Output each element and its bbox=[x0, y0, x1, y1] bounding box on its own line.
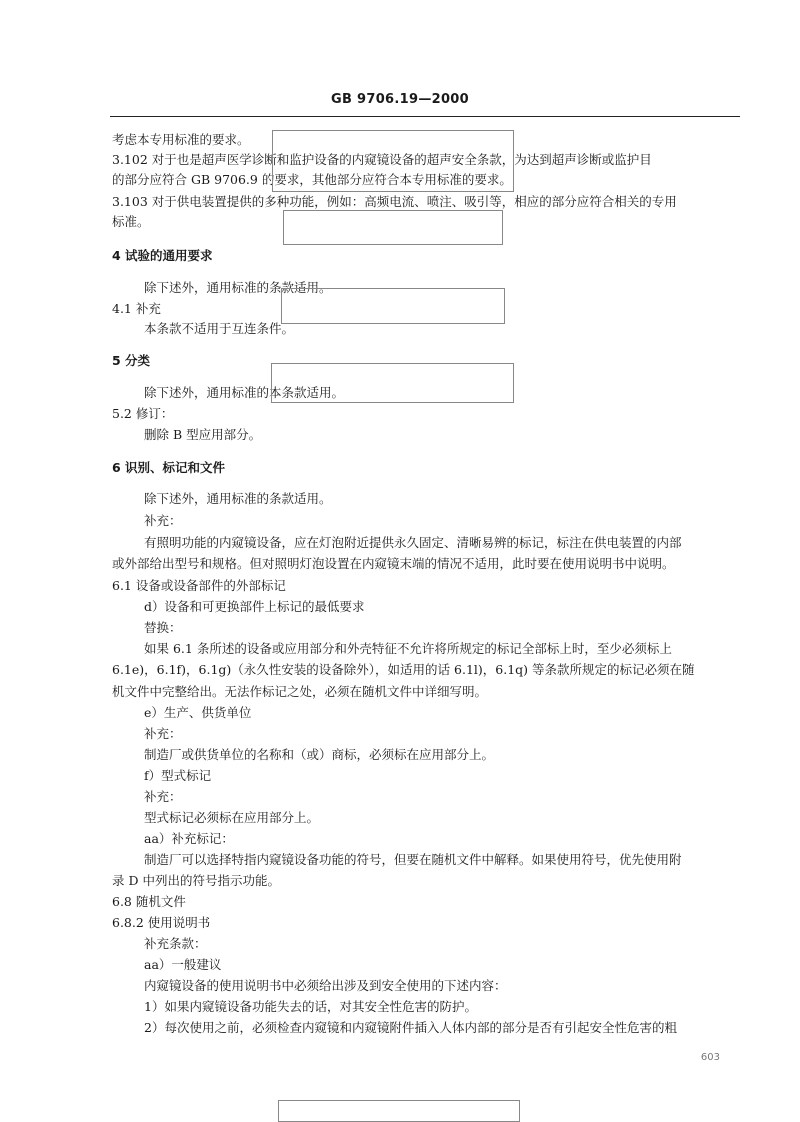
text-line: d）设备和可更换部件上标记的最低要求 bbox=[144, 599, 365, 614]
text-line: 制造厂可以选择特指内窥镜设备功能的符号，但要在随机文件中解释。如果使用符号，优先使用附 bbox=[144, 852, 682, 867]
text-line: 补充： bbox=[144, 789, 182, 804]
text-line: 或外部给出型号和规格。但对照明灯泡设置在内窥镜末端的情况不适用，此时要在使用说明书中说明。 bbox=[112, 556, 675, 571]
overlay-box bbox=[272, 130, 514, 192]
text-line: 标准。 bbox=[112, 214, 150, 229]
text-line: 替换： bbox=[144, 620, 182, 635]
text-line: 6.1e)，6.1f)，6.1g)（永久性安装的设备除外），如适用的话 6.1l)，6.1q) 等条款所规定的标记必须在随 bbox=[112, 662, 695, 677]
text-line: 补充： bbox=[144, 726, 182, 741]
section-4-heading: 4 试验的通用要求 bbox=[112, 248, 213, 263]
overlay-box bbox=[281, 288, 505, 324]
page-number: 603 bbox=[700, 1052, 720, 1063]
clause-3-102: 3.102 对于也是超声医学诊断和监护设备的内窥镜设备的超声安全条款，为达到超声诊断或监护目 bbox=[112, 152, 652, 167]
text-line: 1）如果内窥镜设备功能失去的话，对其安全性危害的防护。 bbox=[144, 999, 477, 1014]
text-line: f）型式标记 bbox=[144, 768, 212, 783]
text-line: e）生产、供货单位 bbox=[144, 705, 252, 720]
text-line: 考虑本专用标准的要求。 bbox=[112, 132, 250, 147]
text-line: 机文件中完整给出。无法作标记之处，必须在随机文件中详细写明。 bbox=[112, 684, 488, 699]
text-line: 有照明功能的内窥镜设备，应在灯泡附近提供永久固定、清晰易辨的标记，标注在供电装置的内部 bbox=[144, 535, 682, 550]
section-6-heading: 6 识别、标记和文件 bbox=[112, 460, 226, 475]
overlay-box bbox=[283, 210, 503, 245]
text-line: 如果 6.1 条所述的设备或应用部分和外壳特征不允许将所规定的标记全部标上时，至少必须标上 bbox=[144, 641, 672, 656]
header-rule bbox=[110, 116, 740, 117]
text-line: 除下述外，通用标准的条款适用。 bbox=[144, 491, 332, 506]
text-line: 补充： bbox=[144, 513, 182, 528]
clause-6-1: 6.1 设备或设备部件的外部标记 bbox=[112, 578, 286, 593]
clause-4-1: 4.1 补充 bbox=[112, 301, 161, 316]
overlay-box bbox=[278, 1100, 520, 1122]
text-line: 除下述外，通用标准的条款适用。 bbox=[144, 280, 332, 295]
clause-6-8: 6.8 随机文件 bbox=[112, 894, 186, 909]
clause-5-2: 5.2 修订： bbox=[112, 406, 174, 421]
text-line: 本条款不适用于互连条件。 bbox=[144, 321, 295, 336]
clause-6-8-2: 6.8.2 使用说明书 bbox=[112, 915, 211, 930]
text-line: aa）一般建议 bbox=[144, 957, 222, 972]
text-line: 的部分应符合 GB 9706.9 的要求，其他部分应符合本专用标准的要求。 bbox=[112, 172, 512, 187]
text-line: 除下述外，通用标准的本条款适用。 bbox=[144, 385, 345, 400]
overlay-box bbox=[271, 363, 514, 403]
text-line: 型式标记必须标在应用部分上。 bbox=[144, 810, 320, 825]
text-line: aa）补充标记： bbox=[144, 831, 234, 846]
text-line: 录 D 中列出的符号指示功能。 bbox=[112, 873, 280, 888]
text-line: 补充条款： bbox=[144, 936, 207, 951]
section-5-heading: 5 分类 bbox=[112, 353, 151, 368]
clause-3-103: 3.103 对于供电装置提供的多种功能，例如：高频电流、喷注、吸引等，相应的部分应符合相关的专用 bbox=[112, 194, 677, 209]
text-line: 删除 B 型应用部分。 bbox=[144, 427, 262, 442]
text-line: 2）每次使用之前，必须检查内窥镜和内窥镜附件插入人体内部的部分是否有引起安全性危害的粗 bbox=[144, 1020, 677, 1035]
text-line: 内窥镜设备的使用说明书中必须给出涉及到安全使用的下述内容： bbox=[144, 978, 507, 993]
text-line: 制造厂或供货单位的名称和（或）商标，必须标在应用部分上。 bbox=[144, 747, 495, 762]
standard-number-header: GB 9706.19—2000 bbox=[331, 92, 469, 107]
